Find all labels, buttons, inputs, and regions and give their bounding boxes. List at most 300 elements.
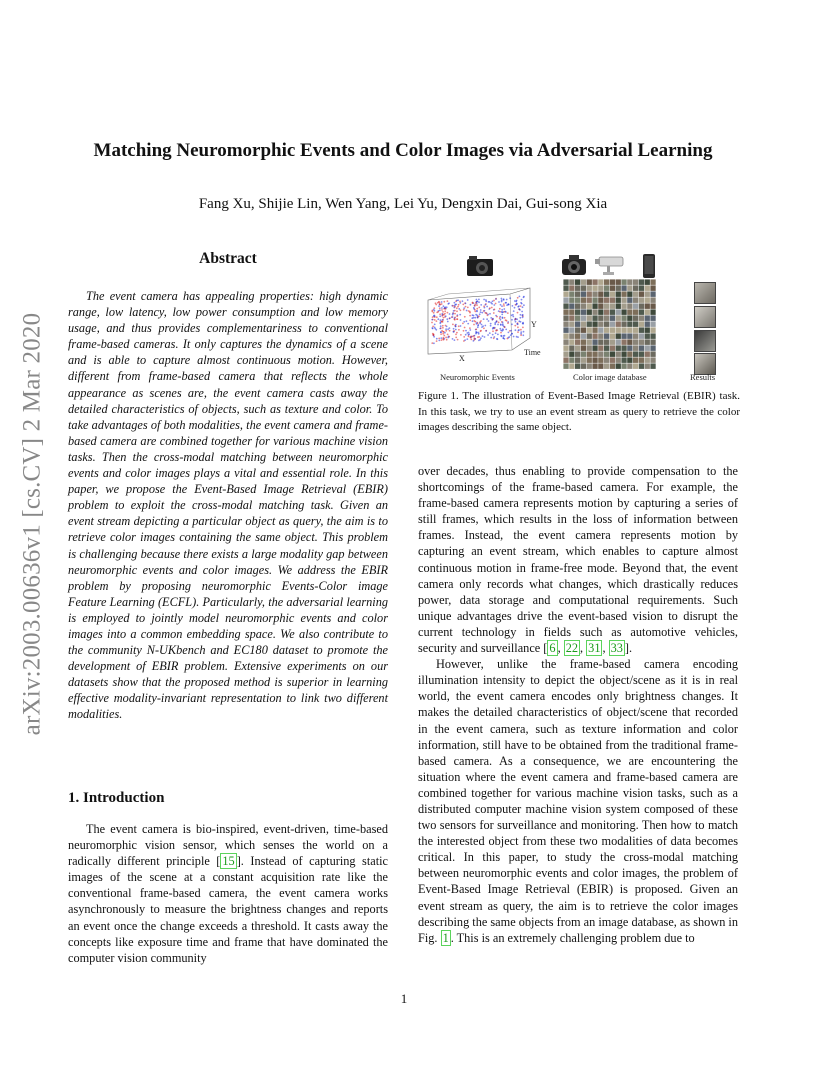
event-point <box>441 301 443 303</box>
database-image-tile <box>616 327 621 333</box>
event-point <box>503 335 505 337</box>
event-point <box>464 327 466 329</box>
database-image-tile <box>563 279 568 285</box>
event-point <box>520 302 522 304</box>
database-image-tile <box>598 363 603 369</box>
database-image-tile <box>575 309 580 315</box>
event-point <box>447 337 449 339</box>
event-point <box>508 304 510 306</box>
event-point <box>435 304 437 306</box>
event-point <box>489 313 491 315</box>
event-point <box>517 312 519 314</box>
event-point <box>478 299 480 301</box>
database-image-tile <box>633 309 638 315</box>
event-point <box>465 334 467 336</box>
event-point <box>492 334 494 336</box>
database-image-tile <box>587 357 592 363</box>
event-point <box>505 329 507 331</box>
intro-text-b: ]. Instead of capturing static images of the scene at a constant acquisition rate like the conventional frame-based camera, the event camera works asynchronously to measure the brightness changes and reports an event once the change exceeds a threshold. It casts away the concepts like exposure time and frame that have dominated the computer vision community <box>68 854 388 965</box>
event-point <box>440 325 442 327</box>
database-image-tile <box>598 327 603 333</box>
database-image-tile <box>563 357 568 363</box>
database-image-tile <box>581 297 586 303</box>
event-point <box>438 340 440 342</box>
event-point <box>516 323 518 325</box>
database-image-tile <box>645 357 650 363</box>
citation-link[interactable]: 15 <box>222 854 235 869</box>
event-point <box>495 298 497 300</box>
database-image-tile <box>592 285 597 291</box>
event-point <box>498 310 500 312</box>
event-point <box>501 301 503 303</box>
event-point <box>454 317 456 319</box>
event-point <box>452 314 454 316</box>
event-point <box>458 329 460 331</box>
event-point <box>446 326 448 328</box>
event-point <box>442 331 444 333</box>
database-image-tile <box>610 279 615 285</box>
event-point <box>434 316 436 318</box>
database-image-tile <box>639 321 644 327</box>
event-point <box>455 304 457 306</box>
event-point <box>449 317 451 319</box>
event-point <box>517 297 519 299</box>
database-image-tile <box>604 297 609 303</box>
database-image-tile <box>569 291 574 297</box>
database-image-tile <box>598 309 603 315</box>
database-image-tile <box>604 291 609 297</box>
database-image-tile <box>592 327 597 333</box>
event-point <box>475 302 477 304</box>
event-point <box>466 320 468 322</box>
database-image-tile <box>621 351 626 357</box>
database-image-tile <box>581 333 586 339</box>
event-point <box>456 300 458 302</box>
database-image-tile <box>627 351 632 357</box>
database-image-tile <box>575 327 580 333</box>
event-point <box>448 302 450 304</box>
event-point <box>475 328 477 330</box>
database-image-tile <box>621 321 626 327</box>
citation-link[interactable]: 22 <box>565 641 579 656</box>
event-point <box>517 331 519 333</box>
event-point <box>495 315 497 317</box>
event-point <box>503 337 505 339</box>
event-point <box>490 323 492 325</box>
database-image-tile <box>592 279 597 285</box>
event-point <box>507 322 509 324</box>
database-image-tile <box>587 297 592 303</box>
database-image-tile <box>598 357 603 363</box>
event-point <box>480 330 482 332</box>
event-point <box>456 307 458 309</box>
event-point <box>518 305 520 307</box>
event-point <box>493 327 495 329</box>
event-point <box>495 303 497 305</box>
abstract-body <box>68 288 388 723</box>
event-point <box>522 334 524 336</box>
database-image-tile <box>610 351 615 357</box>
citation-link[interactable]: 33 <box>610 641 623 656</box>
citation-link[interactable]: 6 <box>549 641 556 656</box>
event-point <box>454 302 456 304</box>
database-image-tile <box>639 339 644 345</box>
database-image-tile <box>604 333 609 339</box>
database-image-tile <box>616 279 621 285</box>
event-point <box>434 310 436 312</box>
database-image-tile <box>575 363 580 369</box>
event-point <box>460 309 462 311</box>
result-thumbnail <box>694 306 716 328</box>
event-point <box>495 332 497 334</box>
event-point <box>523 296 525 298</box>
event-point <box>505 302 507 304</box>
event-point <box>447 312 449 314</box>
event-point <box>462 304 464 306</box>
event-point <box>493 300 495 302</box>
figure-caption: Figure 1. The illustration of Event-Based Image Retrieval (EBIR) task. In this task, we try to use an event stream as query to retrieve the color images describing the same object. <box>418 390 740 433</box>
event-point <box>485 330 487 332</box>
database-image-tile <box>616 291 621 297</box>
event-point <box>441 313 443 315</box>
database-image-tile <box>621 333 626 339</box>
event-point <box>454 339 456 341</box>
event-point <box>459 302 461 304</box>
event-point <box>483 327 485 329</box>
database-image-tile <box>610 357 615 363</box>
database-image-tile <box>569 357 574 363</box>
database-image-tile <box>627 339 632 345</box>
result-thumbnail <box>694 330 716 352</box>
database-image-tile <box>627 327 632 333</box>
database-image-tile <box>650 303 655 309</box>
event-point <box>498 322 500 324</box>
database-image-tile <box>621 363 626 369</box>
label-results: Results <box>690 372 716 382</box>
database-image-tile <box>650 309 655 315</box>
event-point <box>499 317 501 319</box>
arxiv-identifier <box>12 288 52 760</box>
event-point <box>432 326 434 328</box>
event-point <box>480 311 482 313</box>
database-image-tile <box>581 291 586 297</box>
event-point <box>464 316 466 318</box>
database-image-tile <box>639 345 644 351</box>
event-point <box>481 312 483 314</box>
event-point <box>492 330 494 332</box>
database-image-tile <box>581 285 586 291</box>
event-point <box>521 311 523 313</box>
event-point <box>468 333 470 335</box>
database-image-tile <box>645 309 650 315</box>
event-point <box>474 311 476 313</box>
database-image-tile <box>581 315 586 321</box>
surveillance-camera-icon <box>593 254 627 276</box>
database-image-tile <box>650 279 655 285</box>
citation-separator: , <box>580 641 587 656</box>
event-point <box>455 337 457 339</box>
database-image-tile <box>575 345 580 351</box>
database-image-tile <box>616 357 621 363</box>
event-point <box>500 304 502 306</box>
event-point <box>446 339 448 341</box>
database-image-tile <box>581 279 586 285</box>
database-image-tile <box>633 333 638 339</box>
event-point <box>487 314 489 316</box>
author-list: Fang Xu, Shijie Lin, Wen Yang, Lei Yu, Dengxin Dai, Gui-song Xia <box>198 196 608 212</box>
event-point <box>521 315 523 317</box>
database-image-tile <box>563 333 568 339</box>
event-point <box>439 313 441 315</box>
database-image-tile <box>575 291 580 297</box>
database-image-tile <box>598 339 603 345</box>
event-point <box>503 311 505 313</box>
event-point <box>445 328 447 330</box>
event-point <box>479 313 481 315</box>
event-point <box>455 334 457 336</box>
event-point <box>442 321 444 323</box>
event-point <box>446 306 448 308</box>
event-point <box>478 315 480 317</box>
event-point <box>503 308 505 310</box>
figure-reference-link[interactable]: 1 <box>442 930 449 945</box>
database-image-tile <box>563 339 568 345</box>
event-point <box>436 340 438 342</box>
database-image-tile <box>592 297 597 303</box>
event-point <box>473 324 475 326</box>
event-point <box>468 332 470 334</box>
database-image-tile <box>627 279 632 285</box>
database-image-tile <box>650 363 655 369</box>
database-image-tile <box>563 285 568 291</box>
database-image-tile <box>604 327 609 333</box>
section-heading-introduction: 1. Introduction <box>68 790 165 806</box>
citation-separator: , <box>602 641 609 656</box>
database-image-tile <box>587 345 592 351</box>
event-point <box>463 321 465 323</box>
database-image-tile <box>645 279 650 285</box>
database-image-tile <box>639 327 644 333</box>
database-image-tile <box>610 309 615 315</box>
event-point <box>436 320 438 322</box>
figure-1 <box>418 250 740 385</box>
database-image-tile <box>645 327 650 333</box>
abstract-text: The event camera has appealing properties: high dynamic range, low latency, low power consumption and low memory usage, and thus provides complementariness to conventional frame-based cameras. It only captures the dynamics of a scene and is able to capture almost continuous motion. However, different from frame-based camera that reflects the whole appearance as scenes are, the event camera casts away the detailed characteristics of objects, such as texture and color. To take advantages of both modalities, the event camera and frame-based camera are combined together for various machine vision tasks. Then the cross-modal matching between neuromorphic events and color images plays a vital and essential role. In this paper, we propose the Event-Based Image Retrieval (EBIR) problem to exploit the cross-modal matching task. Given an event stream depicting a particular object as query, the aim is to retrieve color images containing the same object. This problem is challenging because there exists a large modality gap between neuromorphic events and color images. We address the EBIR problem by proposing neuromorphic Events-Color image Feature Learning (ECFL). Particularly, the adversarial learning is employed to jointly model neuromorphic events and color images into a common embedding space. We also contribute to the community N-UKbench and EC180 dataset to promote the development of EBIR problem. Extensive experiments on our datasets show that the proposed method is superior in learning effective modality-invariant representation to link two different modalities. <box>68 289 388 722</box>
database-image-tile <box>633 303 638 309</box>
event-point <box>474 335 476 337</box>
database-image-tile <box>639 297 644 303</box>
introduction-paragraph-1 <box>68 821 388 966</box>
event-point <box>445 308 447 310</box>
citation-link[interactable]: 31 <box>588 641 601 656</box>
event-point <box>449 313 451 315</box>
database-image-tile <box>616 315 621 321</box>
database-image-tile <box>639 285 644 291</box>
database-image-tile <box>581 327 586 333</box>
event-point <box>454 306 456 308</box>
database-image-tile <box>627 315 632 321</box>
database-image-tile <box>581 321 586 327</box>
event-point <box>480 304 482 306</box>
paper-title: Matching Neuromorphic Events and Color Images via Adversarial Learning <box>93 140 713 161</box>
event-point <box>433 312 435 314</box>
database-image-tile <box>616 351 621 357</box>
database-image-tile <box>598 303 603 309</box>
event-point <box>493 304 495 306</box>
event-point <box>506 299 508 301</box>
event-point <box>431 319 433 321</box>
database-image-tile <box>610 303 615 309</box>
event-point <box>514 325 516 327</box>
event-point <box>433 336 435 338</box>
event-point <box>497 338 499 340</box>
database-image-tile <box>592 357 597 363</box>
database-image-tile <box>569 327 574 333</box>
database-image-tile <box>616 297 621 303</box>
event-point <box>437 318 439 320</box>
event-point <box>522 327 524 329</box>
database-image-tile <box>650 345 655 351</box>
database-image-tile <box>645 363 650 369</box>
database-image-tile <box>627 333 632 339</box>
database-image-tile <box>633 363 638 369</box>
event-point <box>507 312 509 314</box>
database-image-tile <box>587 327 592 333</box>
event-point <box>485 299 487 301</box>
event-point <box>476 299 478 301</box>
event-point <box>501 298 503 300</box>
event-point <box>480 309 482 311</box>
database-image-tile <box>604 357 609 363</box>
database-image-tile <box>575 351 580 357</box>
database-image-tile <box>645 297 650 303</box>
database-image-tile <box>569 333 574 339</box>
event-point <box>475 331 477 333</box>
event-point <box>518 308 520 310</box>
event-point <box>445 337 447 339</box>
database-image-tile <box>587 279 592 285</box>
database-image-tile <box>627 345 632 351</box>
event-point <box>452 305 454 307</box>
database-image-tile <box>587 351 592 357</box>
event-point <box>514 307 516 309</box>
event-point <box>508 332 510 334</box>
event-point <box>498 301 500 303</box>
event-point <box>447 300 449 302</box>
event-point <box>453 330 455 332</box>
event-point <box>511 319 513 321</box>
database-image-tile <box>587 291 592 297</box>
database-image-tile <box>633 291 638 297</box>
event-stream-plot <box>420 280 540 360</box>
database-image-tile <box>587 321 592 327</box>
database-image-tile <box>639 363 644 369</box>
event-point <box>481 326 483 328</box>
event-point <box>458 325 460 327</box>
database-image-tile <box>621 339 626 345</box>
event-point <box>488 320 490 322</box>
database-image-tile <box>621 309 626 315</box>
database-image-tile <box>616 309 621 315</box>
database-image-tile <box>604 321 609 327</box>
database-image-tile <box>587 363 592 369</box>
event-point <box>500 335 502 337</box>
event-point <box>465 303 467 305</box>
event-point <box>431 322 433 324</box>
database-image-tile <box>650 291 655 297</box>
event-point <box>519 296 521 298</box>
event-point <box>509 297 511 299</box>
database-image-tile <box>650 285 655 291</box>
event-point <box>483 299 485 301</box>
event-point <box>474 317 476 319</box>
event-point <box>473 315 475 317</box>
event-point <box>522 306 524 308</box>
database-image-tile <box>592 333 597 339</box>
event-point <box>493 336 495 338</box>
database-image-tile <box>650 357 655 363</box>
event-point <box>460 325 462 327</box>
event-point <box>504 326 506 328</box>
database-image-tile <box>569 309 574 315</box>
database-image-tile <box>616 285 621 291</box>
database-image-tile <box>621 285 626 291</box>
event-point <box>443 335 445 337</box>
database-image-tile <box>610 363 615 369</box>
event-point <box>433 307 435 309</box>
intro-text-a: The event camera is bio-inspired, event-driven, time-based neuromorphic vision sensor, which senses the world on a radically different principle [ <box>68 822 388 869</box>
database-image-tile <box>575 285 580 291</box>
event-point <box>463 330 465 332</box>
event-point <box>492 319 494 321</box>
database-image-tile <box>563 321 568 327</box>
event-point <box>465 330 467 332</box>
event-point <box>440 319 442 321</box>
event-point <box>504 317 506 319</box>
database-image-tile <box>598 291 603 297</box>
event-point <box>483 318 485 320</box>
event-point <box>512 305 514 307</box>
event-point <box>436 316 438 318</box>
event-point <box>443 301 445 303</box>
database-image-tile <box>604 285 609 291</box>
event-point <box>515 329 517 331</box>
event-point <box>477 326 479 328</box>
database-image-tile <box>633 351 638 357</box>
event-point <box>481 324 483 326</box>
event-point <box>462 323 464 325</box>
database-image-tile <box>633 315 638 321</box>
dslr-camera-icon <box>561 253 587 277</box>
event-point <box>493 312 495 314</box>
event-point <box>517 336 519 338</box>
event-point <box>520 305 522 307</box>
event-point <box>443 305 445 307</box>
event-point <box>455 329 457 331</box>
event-point <box>470 304 472 306</box>
event-point <box>513 310 515 312</box>
event-point <box>515 301 517 303</box>
database-image-tile <box>587 285 592 291</box>
database-image-tile <box>598 285 603 291</box>
col2-p1-end: ]. <box>624 641 633 656</box>
event-point <box>475 321 477 323</box>
event-point <box>457 306 459 308</box>
event-point <box>510 330 512 332</box>
event-point <box>474 338 476 340</box>
database-image-tile <box>650 327 655 333</box>
event-point <box>434 319 436 321</box>
